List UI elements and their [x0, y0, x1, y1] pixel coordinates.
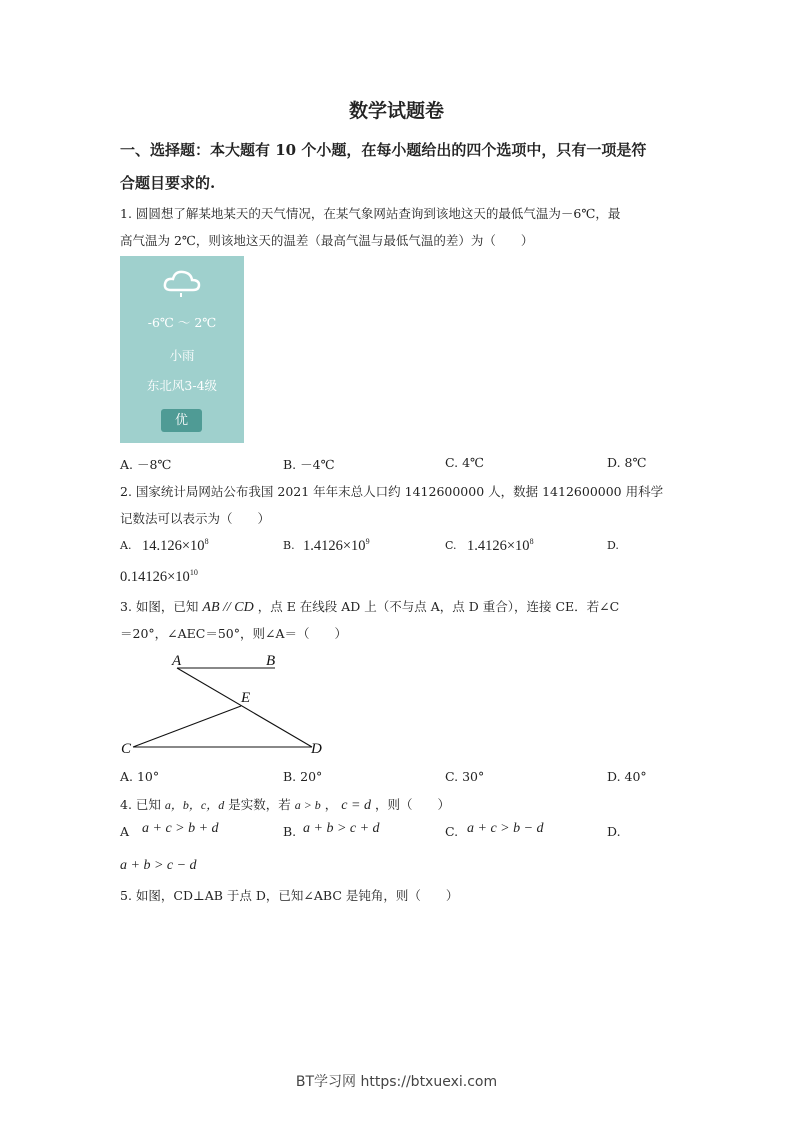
weather-temp: -6℃ ～ 2℃ — [147, 315, 217, 330]
weather-wind: 东北风3-4级 — [146, 378, 218, 393]
point-d-label: D — [311, 741, 322, 757]
point-a-label: A — [172, 653, 182, 669]
q1-option-c: C. 4℃ — [445, 455, 485, 470]
segment-ce — [133, 706, 241, 747]
section-heading-line2: 合题目要求的. — [120, 174, 216, 192]
weather-condition: 小雨 — [169, 348, 195, 363]
q1-line2: 高气温为 2℃，则该地这天的温差（最高气温与最低气温的差）为（ ） — [120, 233, 534, 248]
q3-option-a: A. 10° — [120, 769, 160, 784]
q4-option-d-label: D. — [607, 824, 621, 839]
point-e-label: E — [241, 690, 251, 706]
q3-parallel-expr: AB // CD — [202, 600, 254, 615]
q4-option-b: a + b > c + d — [303, 821, 380, 836]
q2-option-b: $1.4126\times 10^9$ — [303, 537, 370, 554]
segment-ad — [177, 668, 312, 747]
q3-geometry-figure — [115, 648, 335, 760]
q5-line1: 5. 如图，CD⊥AB 于点 D，已知∠ABC 是钝角，则（ ） — [120, 888, 459, 903]
section-heading-line1: 一、选择题：本大题有 10 个小题，在每小题给出的四个选项中，只有一项是符 — [120, 141, 647, 159]
q4-option-a: a + c > b + d — [142, 821, 219, 836]
q4-option-a-label: A — [120, 824, 130, 839]
q2-option-b-label: B. — [283, 539, 295, 552]
q2-option-c: $1.4126\times 10^8$ — [467, 537, 534, 554]
q2-line1: 2. 国家统计局网站公布我国 2021 年年末总人口约 1412600000 人，数据 1412600000 用科学 — [120, 484, 664, 499]
q4-option-c-label: C. — [445, 824, 459, 839]
q2-line2: 记数法可以表示为（ ） — [120, 511, 271, 526]
q1-option-d: D. 8℃ — [607, 455, 647, 470]
air-quality-badge: 优 — [161, 409, 202, 432]
q4-variables: a，b，c，d — [164, 798, 225, 812]
q4-condition-2: c = d — [341, 798, 371, 813]
q2-option-c-label: C. — [445, 539, 457, 552]
q3-line2: ＝20°，∠AEC＝50°，则∠A＝（ ） — [120, 626, 348, 641]
q4-line1: 4. 已知 a，b，c，d 是实数，若 a > b ， c = d ，则（ ） — [120, 797, 450, 813]
q1-option-a: A. －8℃ — [120, 457, 172, 472]
q3-line1: 3. 如图，已知 AB // CD ，点 E 在线段 AD 上（不与点 A，点 D 重合），连接 CE．若∠C — [120, 599, 620, 615]
q3-option-b: B. 20° — [283, 769, 323, 784]
q3-option-d: D. 40° — [607, 769, 647, 784]
q3-option-c: C. 30° — [445, 769, 485, 784]
q4-condition-1: a > b — [294, 798, 321, 812]
footer-watermark: BT学习网 https://btxuexi.com — [295, 1074, 498, 1090]
weather-card — [120, 256, 244, 443]
q2-option-a: $14.126\times 10^8$ — [142, 537, 209, 554]
q1-line1: 1. 圆圆想了解某地某天的天气情况，在某气象网站查询到该地这天的最低气温为－6℃，最 — [120, 206, 621, 221]
q4-option-d: a + b > c − d — [120, 858, 197, 873]
q2-option-d-label: D. — [607, 539, 619, 552]
q4-option-b-label: B. — [283, 824, 297, 839]
q2-option-d: $0.14126\times 10^{10}$ — [120, 568, 198, 585]
page-title: 数学试题卷 — [348, 100, 444, 122]
point-b-label: B — [266, 653, 276, 669]
q1-option-b: B. －4℃ — [283, 457, 335, 472]
q4-option-c: a + c > b − d — [467, 821, 544, 836]
q2-option-a-label: A. — [120, 539, 132, 552]
point-c-label: C — [121, 741, 132, 757]
cloud-rain-icon — [162, 266, 202, 300]
